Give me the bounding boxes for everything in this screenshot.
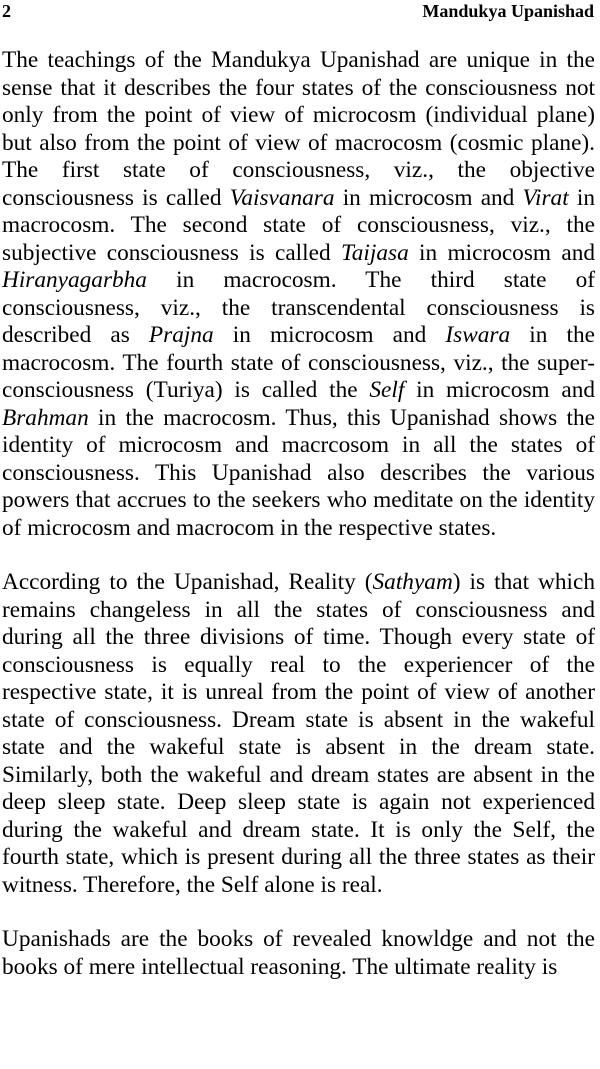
text-segment: According to the Upanishad, Reality ( [2, 569, 373, 595]
term-taijasa: Taijasa [340, 239, 409, 266]
paragraph-revealed-knowledge [2, 926, 595, 981]
text-segment: in microcosm and [213, 322, 446, 348]
running-title: Mandukya Upanishad [422, 1, 594, 21]
term-brahman: Brahman [2, 404, 89, 431]
term-vaisvanara: Vaisvanara [229, 184, 335, 211]
term-sathyam: Sathyam [372, 569, 453, 595]
text-segment: in microcosm and [404, 377, 595, 403]
text-segment: in microcosm and [408, 239, 595, 266]
text-segment: in macrocosm. The third state of consciousness, viz., the transcendental consciousness is described as [2, 267, 595, 348]
text-segment: in macrocosm. The second state of consciousness, viz., the subjective consciousness is called [2, 184, 595, 266]
text-segment: The teachings of the Mandukya Upanishad are unique in the sense that it describes the four states of the consciousness not only from the point of view of microcosm (individual plane) but also from the point of view of macrocosm (cosmic plane). The first state of consciousness, viz., the objective consciousness is called [2, 47, 595, 211]
text-segment: in microcosm and [334, 184, 523, 211]
term-prajna: Prajna [148, 322, 214, 348]
paragraph-reality [2, 569, 595, 899]
text-segment: in the macrocosm. The fourth state of consciousness, viz., the super-consciousness (Turiya) is called the [2, 322, 595, 403]
text-segment: Upanishads are the books of revealed knowldge and not the books of mere intellectual reasoning. The ultimate reality is [2, 926, 595, 980]
term-virat: Virat [522, 184, 569, 211]
paragraph-states-of-consciousness [2, 47, 595, 542]
body-text [2, 47, 595, 981]
term-self: Self [369, 377, 405, 403]
running-header [0, 0, 600, 24]
text-segment: ) is that which remains changeless in all the states of consciousness and during all the three divisions of time. Though every state of consciousness is equally real to the experiencer of the respective state, it is unreal from the point of view of another state of consciousness. Dream state is absent in the wakeful state and the wakeful state is absent in the dream state. Similarly, both the wakeful and dream states are absent in the deep sleep state. Deep sleep state is again not experienced during the wakeful and dream state. It is only the Self, the fourth state, which is present during all the three states as their witness. Therefore, the Self alone is real. [2, 569, 595, 898]
term-iswara: Iswara [445, 322, 511, 348]
text-segment: in the macrocosm. Thus, this Upanishad shows the identity of microcosm and macrcosom in all the states of consciousness. This Upanishad also describes the various powers that accrues to the seekers who meditate on the identity of microcosm and macrocom in the respective states. [2, 404, 595, 541]
term-hiranyagarbha: Hiranyagarbha [2, 267, 147, 293]
page-number: 2 [2, 1, 11, 21]
